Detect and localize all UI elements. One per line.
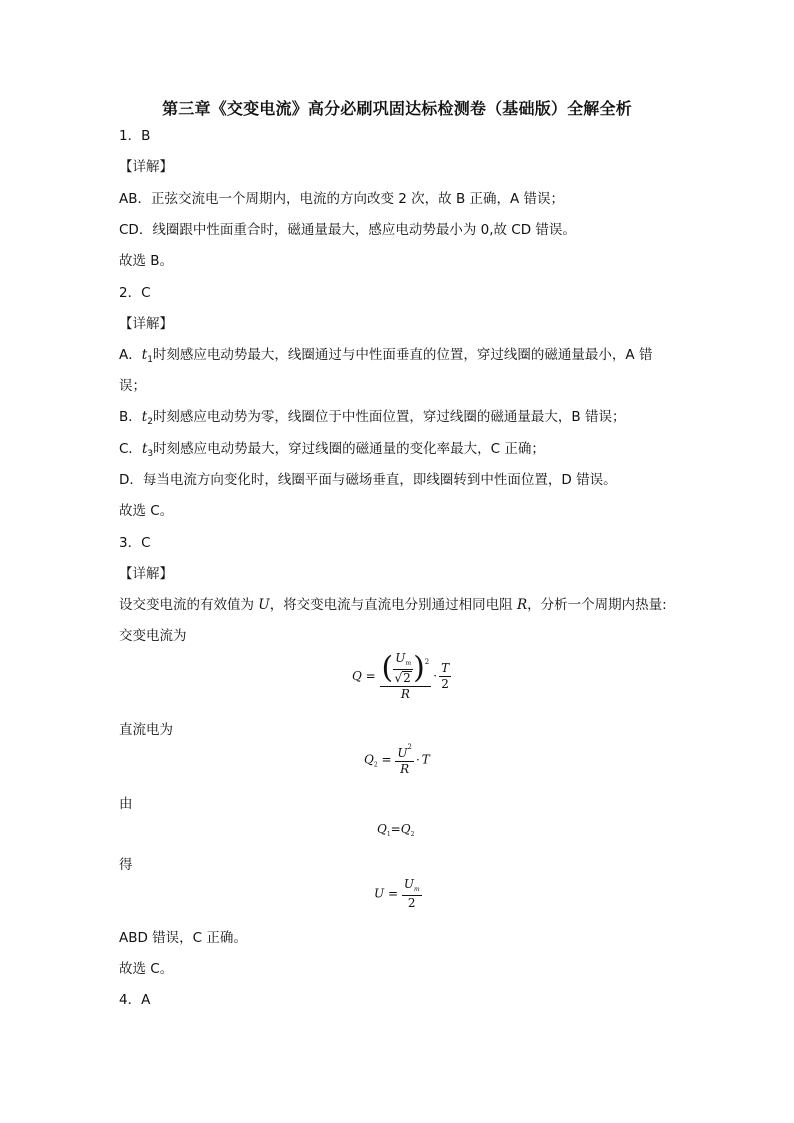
formula-q2-dc [364,744,430,776]
f3-eq: = [390,822,401,836]
q2-b-text: 时刻感应电动势为零，线圈位于中性面位置，穿过线圈的磁通量最大，B 错误； [152,409,626,425]
q3-by-label: 由 [119,796,133,812]
f4-two: 2 [407,895,416,910]
q1-heading: 【详解】 [119,159,173,175]
formula-q1-ac [352,652,451,701]
q3-conclusion: 故选 C。 [119,961,174,977]
q3-result: ABD 错误，C 正确。 [119,930,247,946]
formula-q4-result [374,878,422,910]
f2-exponent: 2 [407,743,412,751]
f1-r: R [400,686,410,701]
f4-u: U [374,886,385,901]
f2-fraction [395,744,414,776]
q1-line-1: AB．正弦交流电一个周期内，电流的方向改变 2 次，故 B 正确，A 错误； [119,191,565,207]
f3-sub2: 2 [410,831,415,838]
f1-two: 2 [441,676,449,691]
q1-answer: 1．B [119,128,151,144]
f1-sqrt-value: 2 [403,670,411,685]
f4-fraction [402,878,422,910]
q3-intro [119,593,667,613]
f4-um-sub: m [413,886,420,893]
q2-heading: 【详解】 [119,316,173,332]
q2-a-var: t [141,347,148,363]
q2-b-prefix: B． [119,409,142,425]
q2-a-sub: 1 [147,355,153,365]
q3-intro-b: ，将交变电流与直流电分别通过相同电阻 [269,597,517,613]
f2-t: T [421,752,430,767]
q2-c-sub: 3 [147,449,154,459]
q2-option-c [119,437,545,459]
formula-q3-equal [377,822,414,838]
q2-b-sub: 2 [147,417,153,427]
q2-option-a-cont: 误； [119,378,146,394]
f2-q: Q [364,752,374,767]
f1-dot: · [433,668,438,683]
q1-conclusion: 故选 B。 [119,253,174,269]
q2-answer: 2．C [119,285,151,301]
page-title: 第三章《交变电流》高分必刷巩固达标检测卷（基础版）全解全析 [162,99,632,118]
f2-dot: · [415,752,420,767]
f2-r: R [400,762,410,777]
q2-option-d: D．每当电流方向变化时，线圈平面与磁场垂直，即线圈转到中性面位置，D 错误。 [119,472,617,488]
f3-q2: Q [400,822,411,836]
q2-c-var: t [141,441,148,457]
f3-q1: Q [377,822,387,836]
q2-a-prefix: A． [119,347,142,363]
f1-q: Q [352,668,362,683]
f1-um-sub: m [405,660,412,667]
f1-main-fraction: ( $\frac{U_m}{√2}$ )$^2$ R [381,650,430,701]
q2-c-text: 时刻感应电动势最大，穿过线圈的磁通量的变化率最大，C 正确； [153,441,545,457]
f1-sqrt-symbol: √ [394,670,403,685]
q2-conclusion: 故选 C。 [119,503,174,519]
f3-sub1: 1 [386,831,391,838]
q3-intro-c: ，分析一个周期内热量: [527,597,667,613]
q4-answer: 4．A [119,992,151,1008]
f2-sub: 2 [373,761,378,769]
f2-u: U [397,746,408,760]
f4-eq: = [384,886,402,901]
f4-um: U [403,877,414,891]
q3-intro-u: U [258,597,270,613]
q3-get-label: 得 [119,857,133,873]
f1-um: U [395,651,406,665]
q2-option-b [119,405,626,427]
q3-answer: 3．C [119,535,151,551]
q3-dc-label: 直流电为 [119,722,173,738]
q3-intro-a: 设交变电流的有效值为 [119,597,259,613]
q2-c-prefix: C． [119,441,142,457]
q2-option-a [119,343,652,365]
f2-eq: = [377,752,396,767]
q1-line-2: CD．线圈跟中性面重合时，磁通量最大，感应电动势最小为 0,故 CD 错误。 [119,222,576,238]
q2-a-text: 时刻感应电动势最大，线圈通过与中性面垂直的位置，穿过线圈的磁通量最小，A 错 [152,347,653,363]
f1-eq: = [361,668,380,683]
f1-t: T [439,662,451,677]
q3-intro-r: R [516,597,528,613]
q3-heading: 【详解】 [119,566,173,582]
f1-t-fraction [439,662,451,691]
f1-inner-fraction [393,652,413,685]
f1-exponent: 2 [424,657,430,666]
q3-ac-label: 交变电流为 [119,628,187,644]
q2-b-var: t [141,409,148,425]
